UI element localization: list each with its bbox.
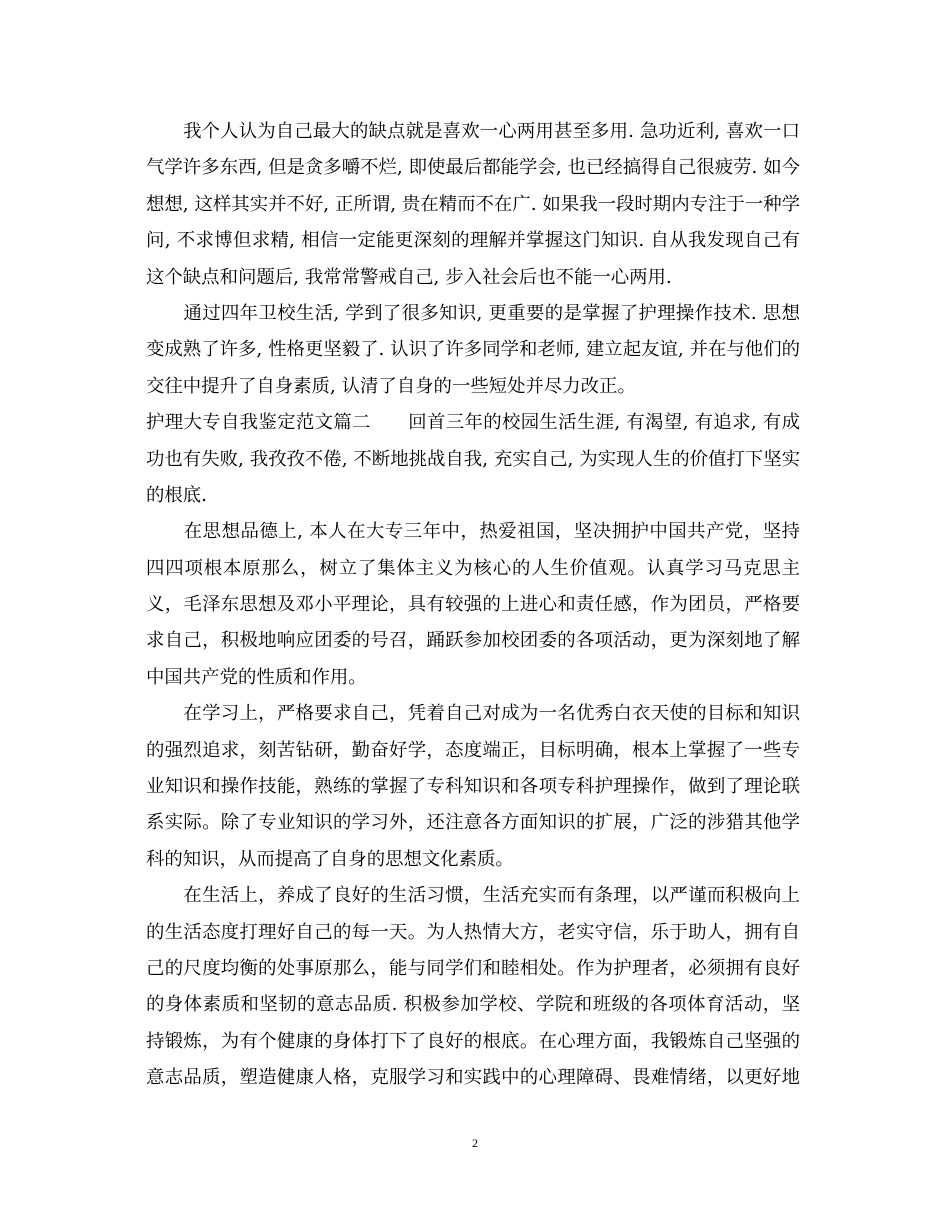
- paragraph-5-line-2: 的强烈追求，刻苦钻研，勤奋好学，态度端正，目标明确，根本上掌握了一些专: [146, 739, 800, 761]
- paragraph-6-line-1: 在生活上，养成了良好的生活习惯，生活充实而有条理，以严谨而积极向上: [146, 885, 800, 907]
- paragraph-1-line-4: 问, 不求博但求精, 相信一定能更深刻的理解并掌握这门知识. 自从我发现自己有: [146, 230, 800, 252]
- paragraph-1-line-3: 想想, 这样其实并不好, 正所谓, 贵在精而不在广. 如果我一段时期内专注于一种学: [146, 193, 800, 215]
- paragraph-5-line-5: 科的知识，从而提高了自身的思想文化素质。: [146, 848, 514, 870]
- paragraph-4-line-2: 四四项根本原那么，树立了集体主义为核心的人生价值观。认真学习马克思主: [146, 557, 800, 579]
- paragraph-3-line-3: 的根底.: [146, 484, 208, 506]
- paragraph-4-line-5: 中国共产党的性质和作用。: [146, 666, 367, 688]
- paragraph-4-line-1: 在思想品德上, 本人在大专三年中，热爱祖国，坚决拥护中国共产党，坚持: [146, 521, 800, 543]
- body-text: [146, 114, 800, 1097]
- paragraph-2-line-1: 通过四年卫校生活, 学到了很多知识, 更重要的是掌握了护理操作技术. 思想: [146, 302, 800, 324]
- paragraph-6-line-3: 己的尺度均衡的处事原那么，能与同学们和睦相处。作为护理者，必须拥有良好: [146, 957, 800, 979]
- paragraph-6-line-4: 的身体素质和坚韧的意志品质. 积极参加学校、学院和班级的各项体育活动，坚: [146, 994, 800, 1016]
- paragraph-6-line-5: 持锻炼，为有个健康的身体打下了良好的根底。在心理方面，我锻炼自己坚强的: [146, 1030, 800, 1052]
- paragraph-5-line-4: 系实际。除了专业知识的学习外，还注意各方面知识的扩展，广泛的涉猎其他学: [146, 812, 800, 834]
- paragraph-4-line-3: 义，毛泽东思想及邓小平理论，具有较强的上进心和责任感，作为团员，严格要: [146, 594, 800, 616]
- paragraph-4-line-4: 求自己，积极地响应团委的号召，踊跃参加校团委的各项活动，更为深刻地了解: [146, 630, 800, 652]
- paragraph-5-line-3: 业知识和操作技能，熟练的掌握了专科知识和各项专科护理操作，做到了理论联: [146, 776, 800, 798]
- section-heading-line: 护理大专自我鉴定范文篇二 回首三年的校园生活生涯, 有渴望, 有追求, 有成: [146, 412, 800, 434]
- paragraph-6-line-2: 的生活态度打理好自己的每一天。为人热情大方，老实守信，乐于助人，拥有自: [146, 921, 800, 943]
- paragraph-2-line-2: 变成熟了许多, 性格更坚毅了. 认识了许多同学和老师, 建立起友谊, 并在与他们的: [146, 339, 800, 361]
- paragraph-1-line-5: 这个缺点和问题后, 我常常警戒自己, 步入社会后也不能一心两用.: [146, 266, 672, 288]
- paragraph-1-line-2: 气学许多东西, 但是贪多嚼不烂, 即使最后都能学会, 也已经搞得自己很疲劳. 如今: [146, 157, 800, 179]
- paragraph-2-line-3: 交往中提升了自身素质, 认清了自身的一些短处并尽力改正。: [146, 375, 636, 397]
- paragraph-6-line-6: 意志品质，塑造健康人格，克服学习和实践中的心理障碍、畏难情绪，以更好地: [146, 1067, 800, 1089]
- page-number: 2: [472, 1136, 478, 1150]
- paragraph-1-line-1: 我个人认为自己最大的缺点就是喜欢一心两用甚至多用. 急功近利, 喜欢一口: [146, 121, 800, 142]
- paragraph-5-line-1: 在学习上，严格要求自己，凭着自己对成为一名优秀白衣天使的目标和知识: [146, 703, 800, 725]
- paragraph-3-line-2: 功也有失败, 我孜孜不倦, 不断地挑战自我, 充实自己, 为实现人生的价值打下坚实: [146, 448, 800, 470]
